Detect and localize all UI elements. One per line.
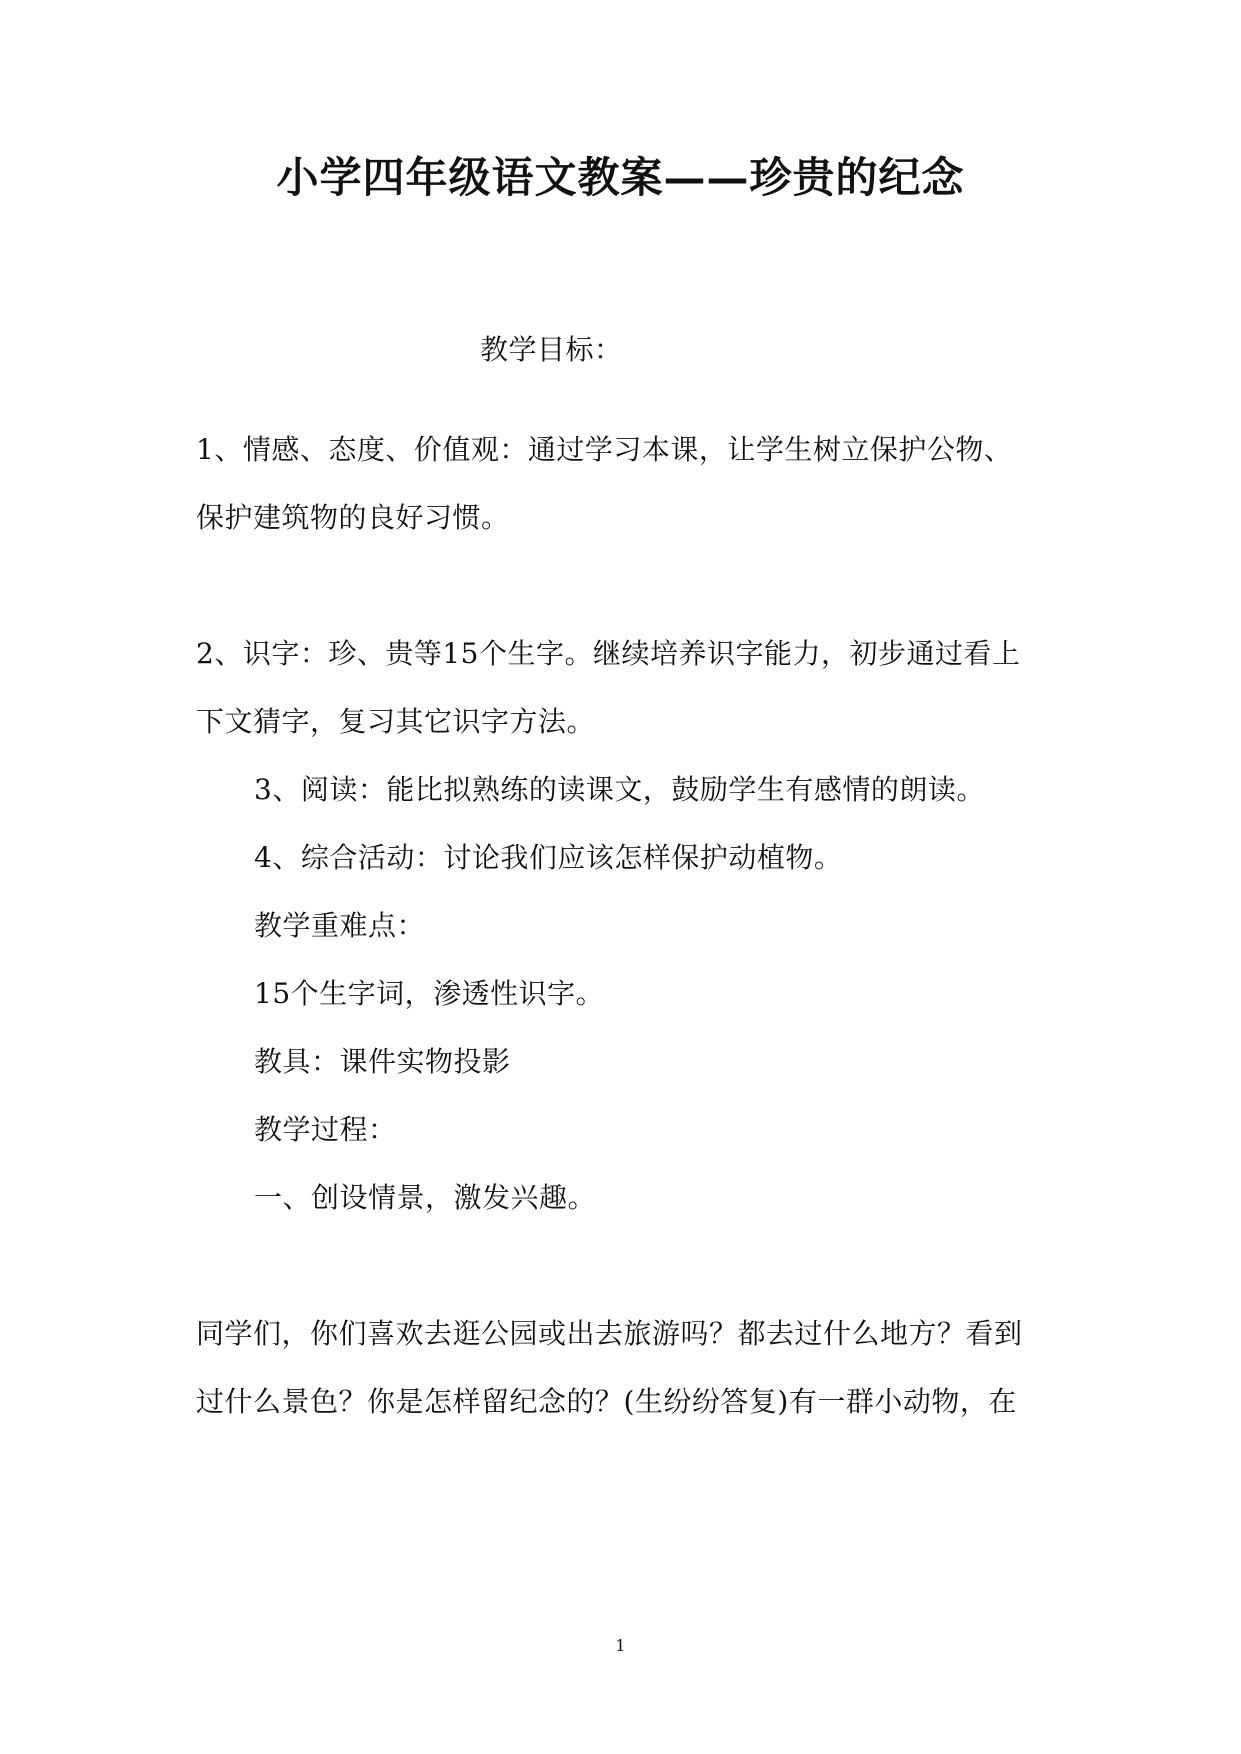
section-heading-process: 教学过程： xyxy=(254,1113,397,1146)
section-heading-key-points: 教学重难点： xyxy=(254,909,426,942)
paragraph-line: 4、综合活动：讨论我们应该怎样保护动植物。 xyxy=(254,841,843,874)
page-number: 1 xyxy=(615,1636,626,1655)
paragraph-line: 同学们，你们喜欢去逛公园或出去旅游吗？都去过什么地方？看到 xyxy=(196,1317,1023,1350)
section-heading-objectives: 教学目标： xyxy=(480,333,623,366)
paragraph-line: 15个生字词，渗透性识字。 xyxy=(254,977,605,1010)
paragraph-line: 3、阅读：能比拟熟练的读课文，鼓励学生有感情的朗读。 xyxy=(254,773,985,806)
document-title: 小学四年级语文教案——珍贵的纪念 xyxy=(276,153,965,202)
paragraph-line: 保护建筑物的良好习惯。 xyxy=(196,501,510,534)
paragraph-line: 教具：课件实物投影 xyxy=(254,1045,511,1078)
paragraph-line: 过什么景色？你是怎样留纪念的？(生纷纷答复)有一群小动物，在 xyxy=(196,1385,1017,1418)
paragraph-line: 2、识字：珍、贵等15个生字。继续培养识字能力，初步通过看上 xyxy=(196,637,1021,670)
paragraph-line: 1、情感、态度、价值观：通过学习本课，让学生树立保护公物、 xyxy=(196,433,1013,466)
paragraph-line: 一、创设情景，激发兴趣。 xyxy=(254,1181,597,1214)
paragraph-line: 下文猜字，复习其它识字方法。 xyxy=(196,705,596,738)
